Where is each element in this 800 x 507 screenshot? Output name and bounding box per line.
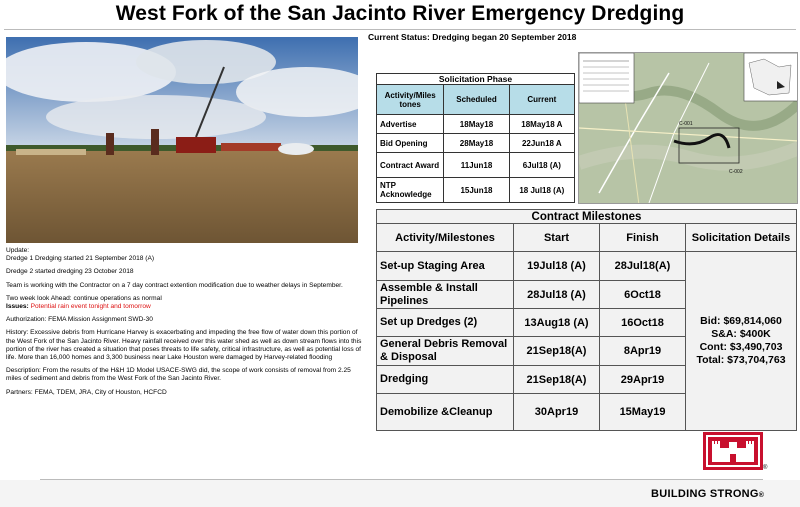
history: History: Excessive debris from Hurricane Harvey is exacerbating and impeding the free flow of water down this portion of the West Fork of the San Jacinto River. Heavy rainfall received over this water shed as well as down stream flows into this portion of the river has created a situation that poses threats to life safety, critical infrastructure, as well as potential loss of life. More than 16,000 homes and 3,300 business near Lake Houston were damaged by Harvey-related flooding [6,329,362,362]
map-label: C-001 [679,121,693,127]
sa-amount: S&A: $400K [711,328,771,340]
table-cell: 19Jul18 (A) [514,252,600,281]
table-cell: 11Jun18 [444,153,509,178]
table-row [377,153,575,178]
table-cell: 21Sep18(A) [514,366,600,394]
project-location-map [578,52,798,204]
table-row [377,178,575,203]
page-title: West Fork of the San Jacinto River Emergency Dredging [115,2,685,25]
table-row [377,252,797,281]
total-amount: Total: $73,704,763 [696,354,786,366]
table-caption: Solicitation Phase [377,74,575,85]
table-cell: 15Jun18 [444,178,509,203]
column-header: Current [509,85,574,115]
table-cell: 16Oct18 [600,309,686,337]
table-row [377,134,575,153]
dredging-site-photo [6,37,358,243]
table-cell: 30Apr19 [514,394,600,431]
column-header: Finish [600,224,686,252]
partners: Partners: FEMA, TDEM, JRA, City of Houston, HCFCD [6,388,167,396]
project-update-text [6,247,362,402]
solicitation-details [686,252,797,431]
registered-mark: ® [763,465,768,471]
table-cell: Contract Award [377,153,444,178]
table-cell: 29Apr19 [600,366,686,394]
table-cell: Advertise [377,115,444,134]
table-cell: 13Aug18 (A) [514,309,600,337]
column-header: Solicitation Details [686,224,797,252]
table-cell: Set up Dredges (2) [377,309,514,337]
solicitation-phase-table [376,73,575,203]
registered-mark: ® [758,492,765,499]
table-cell: Demobilize &Cleanup [377,394,514,431]
title-divider [4,29,796,30]
table-cell: Set-up Staging Area [377,252,514,281]
dredge-1-update: Dredge 1 Dredging started 21 September 2018 (A) [6,255,155,263]
table-caption: Contract Milestones [377,210,797,224]
authorization: Authorization: FEMA Mission Assignment SWD-30 [6,316,153,324]
building-strong-tagline [651,488,764,500]
current-status: Current Status: Dredging began 20 September 2018 [368,32,577,42]
table-cell: 18May18 [444,115,509,134]
issues-text: Potential rain event tonight and tomorrow [28,303,151,311]
table-cell: Dredging [377,366,514,394]
map-label: C-002 [729,169,743,175]
column-header: Activity/Milestones [377,224,514,252]
tagline-text: BUILDING STRONG [651,488,759,500]
team-update: Team is working with the Contractor on a 7 day contract extention modification due to weather delays in September. [6,281,343,289]
dredge-2-update: Dredge 2 started dredging 23 October 2018 [6,268,134,276]
table-cell: 8Apr19 [600,337,686,366]
update-heading: Update: [6,247,30,254]
description: Description: From the results of the H&H 1D Model USACE-SWG did, the scope of work consists of removal from 2.25 miles of sediment and debris from the West Fork of the San Jacinto River. [6,367,351,383]
table-cell: 28May18 [444,134,509,153]
table-row [377,115,575,134]
contract-milestones-table [376,209,797,431]
column-header: Activity/Miles tones [377,85,444,115]
table-cell: 28Jul18(A) [600,252,686,281]
contingency-amount: Cont: $3,490,703 [699,341,783,353]
table-cell: 6Jul18 (A) [509,153,574,178]
issues-line [6,303,362,311]
column-header: Start [514,224,600,252]
table-cell: 15May19 [600,394,686,431]
table-cell: 28Jul18 (A) [514,281,600,309]
bid-amount: Bid: $69,814,060 [700,315,782,327]
table-cell: 18 Jul18 (A) [509,178,574,203]
column-header: Scheduled [444,85,509,115]
table-cell: Bid Opening [377,134,444,153]
two-week-lookahead: Two week look Ahead: continue operations as normal [6,294,162,302]
table-cell: Assemble & Install Pipelines [377,281,514,309]
table-cell: 22Jun18 A [509,134,574,153]
table-cell: 21Sep18(A) [514,337,600,366]
table-cell: 18May18 A [509,115,574,134]
issues-label: Issues: [6,303,29,311]
usace-castle-logo [703,432,763,470]
table-cell: NTP Acknowledge [377,178,444,203]
table-cell: General Debris Removal & Disposal [377,337,514,366]
table-cell: 6Oct18 [600,281,686,309]
